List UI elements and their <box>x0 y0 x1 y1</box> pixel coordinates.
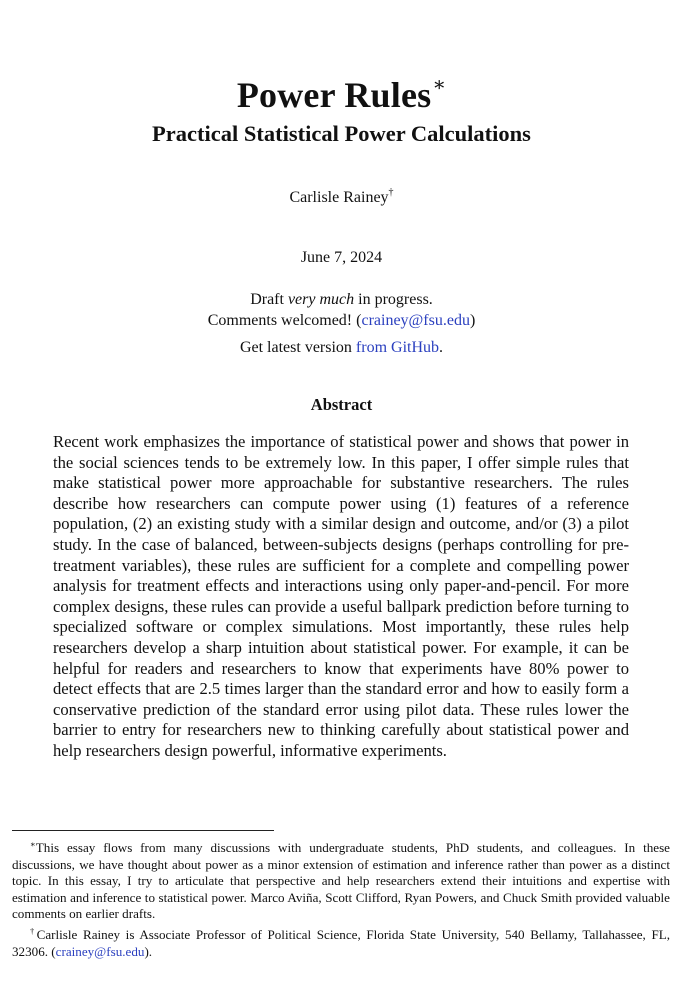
footnote-acknowledgements: ∗This essay flows from many discussions with undergraduate students, PhD students, and colleagues. In these discussions, we have thought about power as a minor extension of estimation and inference rather than power as a distinct topic. In this essay, I try to articulate that perspective and help researchers extend their intuitions and expertise with estimation and inference to statistical power. Marco Aviña, Scott Clifford, Ryan Powers, and Chuck Smith provided valuable comments on earlier drafts. <box>12 839 670 922</box>
paper-title: Power Rules∗ <box>236 74 447 115</box>
paper-date: June 7, 2024 <box>300 249 383 266</box>
draft-note: Draft very much in progress. Comments welcomed! (crainey@fsu.edu) <box>207 291 476 329</box>
author-name: Carlisle Rainey† <box>289 187 394 206</box>
draft-emphasis: very much <box>287 291 355 308</box>
github-link[interactable]: from GitHub <box>355 339 440 356</box>
paper-subtitle: Practical Statistical Power Calculations <box>152 121 531 146</box>
title-footnote-mark: ∗ <box>432 74 447 96</box>
footnotes <box>12 836 670 960</box>
footnote-rule <box>12 830 274 831</box>
version-note: Get latest version from GitHub. <box>239 339 444 356</box>
footnote-email-link[interactable]: crainey@fsu.edu <box>55 943 145 959</box>
author-email-link[interactable]: crainey@fsu.edu <box>361 312 470 329</box>
abstract-heading: Abstract <box>310 395 373 414</box>
abstract-text: Recent work emphasizes the importance of statistical power and shows that power in the social sciences tends to be extremely low. In this paper, I offer simple rules that make statistical power more approachable for substantive researchers. The rules describe how researchers can compute power using (1) features of a reference population, (2) an existing study with a similar design and outcome, and/or (3) a pilot study. In the case of balanced, between-subjects designs (perhaps controlling for pre-treatment variables), these rules are sufficient for a complete and compelling power analysis for treatment effects and interactions using only paper-and-pencil. For more complex designs, these rules can provide a useful ballpark prediction before turning to specialized software or complex simulations. Most importantly, these rules help researchers develop a sharp intuition about statistical power. For example, it can be helpful for readers and researchers to know that experiments have 80% power to detect effects that are 2.5 times larger than the standard error and how to easily form a conservative prediction of the standard error using pilot data. These rules lower the barrier to entry for researchers new to thinking carefully about statistical power and help researchers design powerful, informative experiments. <box>53 432 629 760</box>
author-footnote-mark: † <box>388 187 394 198</box>
footnote-author-affiliation: †Carlisle Rainey is Associate Professor of Political Science, Florida State University, 540 Bellamy, Tallahassee, FL, 32306. (crainey@fsu.edu). <box>12 925 670 959</box>
